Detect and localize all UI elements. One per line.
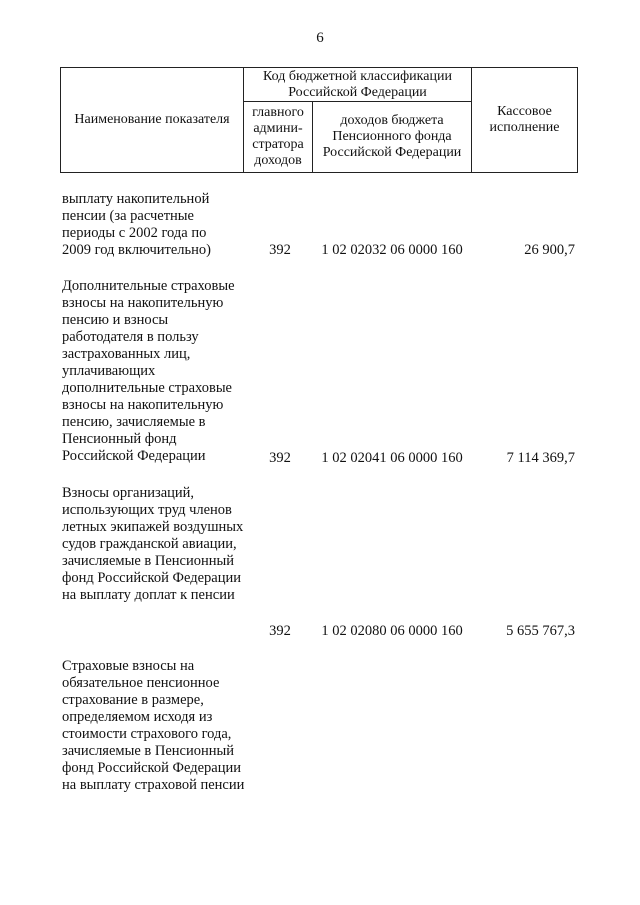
chief-administrator-header: главного админи-стратора доходов [252, 105, 304, 168]
indicator-name-header: Наименование показателя [74, 112, 230, 127]
table-row-amount: 26 900,7 [524, 242, 575, 258]
table-row-administrator: 392 [269, 623, 291, 639]
table-row-amount: 5 655 767,3 [506, 623, 575, 639]
table-row-name: Страховые взносы на обязательное пенсионное страхование в размере, определяемом исходя из стоимости страхового года, зачисляемые в Пенсионный фонд Российской Федерации на выплату страховой пенсии [62, 658, 245, 793]
table-row-name: Взносы организаций, использующих труд членов летных экипажей воздушных судов гражданской авиации, зачисляемые в Пенсионный фонд Российской Федерации на выплату доплат к пенсии [62, 485, 244, 603]
cash-execution-header: Кассовое исполнение [489, 104, 560, 135]
page-number: 6 [316, 30, 324, 46]
table-row-amount: 7 114 369,7 [506, 450, 575, 466]
table-row-administrator: 392 [269, 242, 291, 258]
table-header [60, 67, 578, 173]
revenue-code-header: доходов бюджета Пенсионного фонда Российской Федерации [322, 113, 462, 160]
table-row-code: 1 02 02032 06 0000 160 [321, 242, 463, 258]
table-row-code: 1 02 02041 06 0000 160 [321, 450, 463, 466]
table-row-administrator: 392 [269, 450, 291, 466]
table-row-name: Дополнительные страховые взносы на накопительную пенсию и взносы работодателя в пользу застрахованных лиц, уплачивающих дополнительные страховые взносы на накопительную пенсию, зачисляемые в Пенсионный фонд Российской Федерации [62, 278, 235, 464]
table-row-name: выплату накопительной пенсии (за расчетные периоды с 2002 года по 2009 год включительно) [62, 191, 211, 258]
table-row-code: 1 02 02080 06 0000 160 [321, 623, 463, 639]
budget-code-header: Код бюджетной классификации Российской Федерации [263, 68, 452, 100]
